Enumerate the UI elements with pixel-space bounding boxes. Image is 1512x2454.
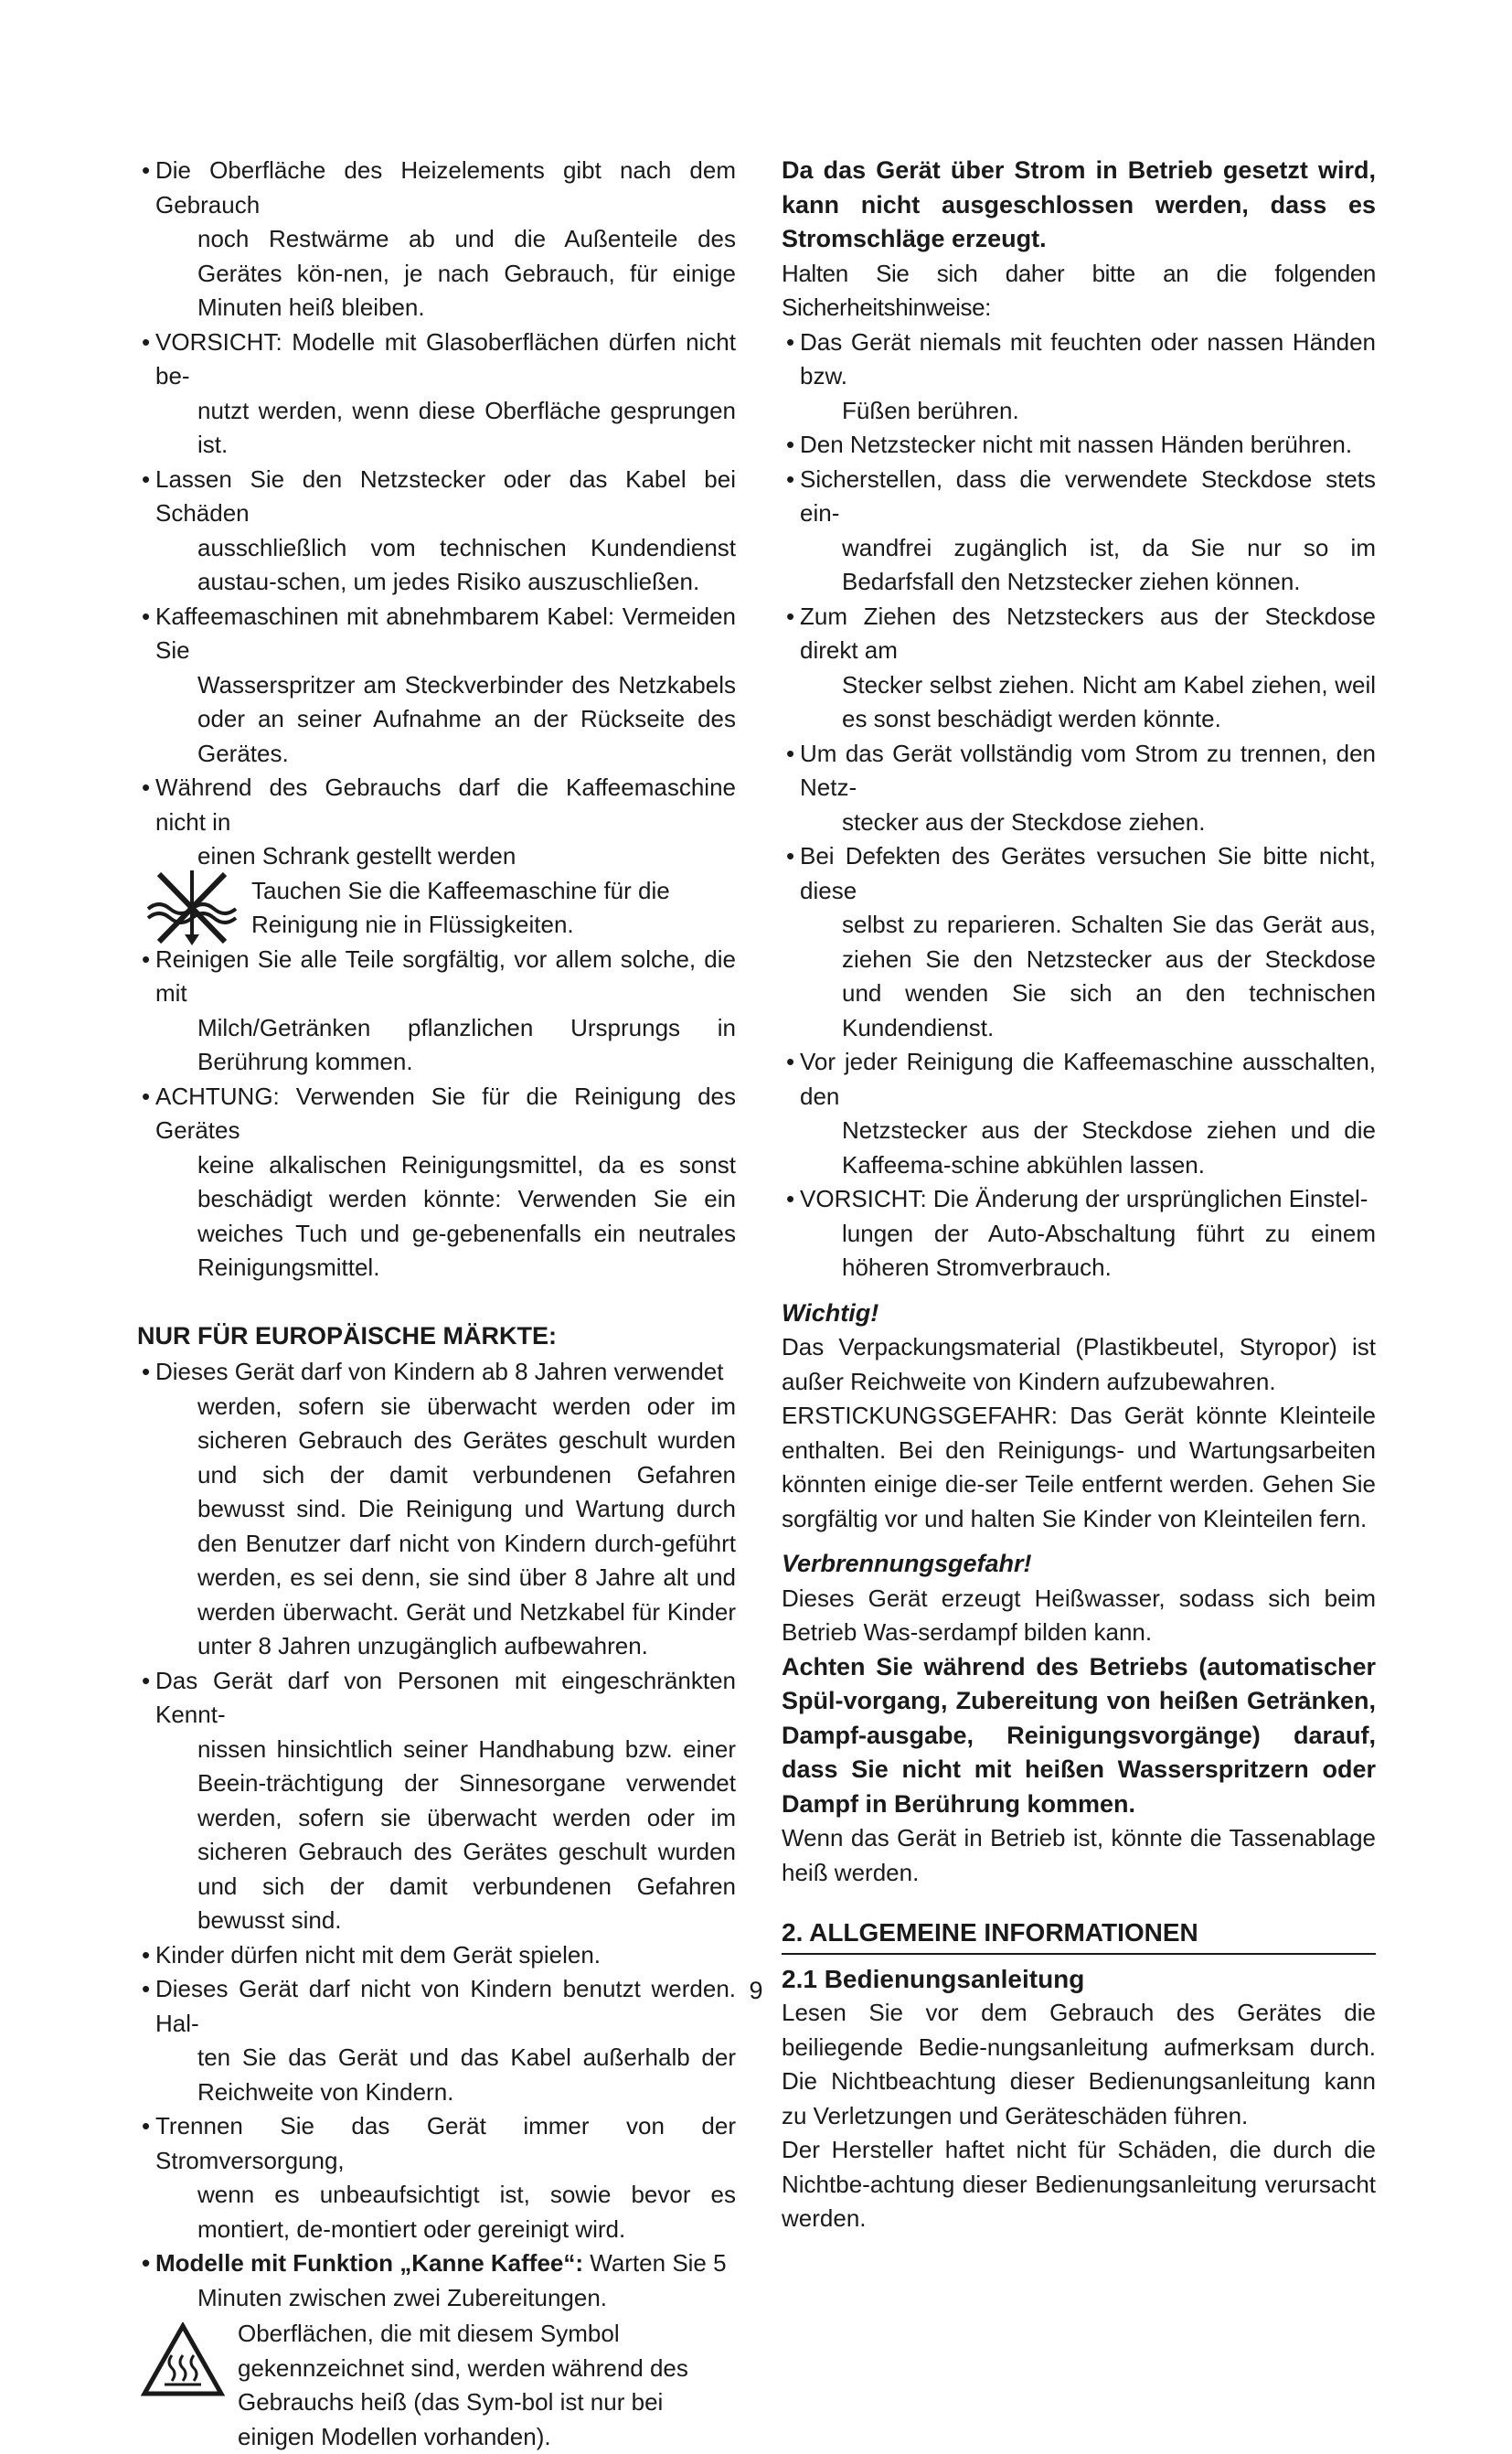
list-item: • Vor jeder Reinigung die Kaffeemaschine ausschalten, den Netzstecker aus der Steckdose ziehen und die Kaffeema-schine abkühlen lassen.: [786, 1048, 1376, 1179]
electric-intro: Halten Sie sich daher bitte an die folgenden Sicherheitshinweise:: [782, 259, 1376, 321]
wichtig-paragraph-2: ERSTICKUNGSGEFAHR: Das Gerät könnte Kleinteile enthalten. Bei den Reinigungs- und Wartungsarbeiten könnten einige die-ser Teile entfernt werden. Gehen Sie sorgfältig vor und halten Sie Kinder von Kleinteilen fern.: [782, 1402, 1376, 1532]
list-item: • Kinder dürfen nicht mit dem Gerät spielen.: [142, 1940, 602, 1969]
list-item: • Das Gerät darf von Personen mit eingeschränkten Kennt- nissen hinsichtlich seiner Handhabung bzw. einer Beein-trächtigung der Sinnesorgane verwendet werden, sofern sie überwacht werden oder im sicheren Gebrauch des Gerätes geschult wurden und sich der damit verbundenen Gefahren bewusst sind.: [142, 1666, 736, 1934]
right-column: [782, 154, 1376, 2236]
list-item: • Um das Gerät vollständig vom Strom zu trennen, den Netz- stecker aus der Steckdose ziehen.: [786, 739, 1376, 836]
list-item: • Kaffeemaschinen mit abnehmbarem Kabel: Vermeiden Sie Wasserspritzer am Steckverbinder des Netzkabels oder an seiner Aufnahme an der Rückseite des Gerätes.: [142, 602, 736, 767]
list-item: • ACHTUNG: Verwenden Sie für die Reinigung des Gerätes keine alkalischen Reinigungsmittel, da es sonst beschädigt werden könnte: Verwenden Sie ein weiches Tuch und ge-gebenenfalls ein neutrales Reinigungsmittel.: [142, 1082, 736, 1281]
list-item: • VORSICHT: Modelle mit Glasoberflächen dürfen nicht be- nutzt werden, wenn diese Oberfläche gesprungen ist.: [142, 327, 736, 458]
electric-heading: Da das Gerät über Strom in Betrieb gesetzt wird, kann nicht ausgeschlossen werden, dass es Stromschläge erzeugt.: [782, 156, 1376, 252]
eu-list: [137, 1355, 736, 2315]
list-item: • Dieses Gerät darf nicht von Kindern benutzt werden. Hal- ten Sie das Gerät und das Kabel außerhalb der Reichweite von Kindern.: [142, 1975, 736, 2106]
list-item-kanne: • Modelle mit Funktion „Kanne Kaffee“: Warten Sie 5 Minuten zwischen zwei Zubereitungen.: [142, 2249, 727, 2311]
hot-surface-warning-icon: [141, 2322, 225, 2407]
left-column: [137, 154, 736, 2454]
section-subtitle: 2.1 Bedienungsanleitung: [782, 1964, 1085, 1993]
wichtig-paragraph-1: Das Verpackungsmaterial (Plastikbeutel, Styropor) ist außer Reichweite von Kindern aufzubewahren.: [782, 1333, 1376, 1395]
list-item: • Während des Gebrauchs darf die Kaffeemaschine nicht in einen Schrank gestellt werden: [142, 774, 736, 870]
no-immerse-icon: [141, 863, 243, 955]
hot-surface-note: Oberflächen, die mit diesem Symbol gekennzeichnet sind, werden während des Gebrauchs heiß (das Sym-bol ist nur bei einigen Modellen vorhanden).: [137, 2317, 736, 2454]
list-item: • Trennen Sie das Gerät immer von der Stromversorgung, wenn es unbeaufsichtigt ist, sowie bevor es montiert, de-montiert oder gereinigt wird.: [142, 2112, 736, 2243]
list-item: • Reinigen Sie alle Teile sorgfältig, vor allem solche, die mit Milch/Getränken pflanzlichen Ursprungs in Berührung kommen.: [142, 944, 736, 1075]
list-item: • Dieses Gerät darf von Kindern ab 8 Jahren verwendet werden, sofern sie überwacht werden oder im sicheren Gebrauch des Gerätes geschult wurden und sich der damit verbundenen Gefahren bewusst sind. Die Reinigung und Wartung durch den Benutzer darf nicht von Kindern durch-geführt werden, es sei denn, sie sind über 8 Jahre alt und werden überwacht. Gerät und Netzkabel für Kinder unter 8 Jahren unzugänglich aufbewahren.: [142, 1358, 736, 1659]
section-title: 2. ALLGEMEINE INFORMATIONEN: [782, 1915, 1376, 1955]
section-paragraph-2: Der Hersteller haftet nicht für Schäden, die durch die Nichtbe-achtung dieser Bedienungsanleitung verursacht werden.: [782, 2136, 1376, 2232]
list-item: • Den Netzstecker nicht mit nassen Händen berühren.: [786, 431, 1353, 458]
burn-heading: Verbrennungsgefahr!: [782, 1550, 1032, 1577]
burn-paragraph-1: Dieses Gerät erzeugt Heißwasser, sodass sich beim Betrieb Was-serdampf bilden kann.: [782, 1584, 1376, 1646]
section-paragraph-1: Lesen Sie vor dem Gebrauch des Gerätes die beiliegende Bedie-nungsanleitung aufmerksam durch. Die Nichtbeachtung dieser Bedienungsanleitung kann zu Verletzungen und Geräteschäden führen.: [782, 1999, 1376, 2129]
bullet-list-b: [137, 943, 736, 1286]
list-item: • Die Oberfläche des Heizelements gibt nach dem Gebrauch noch Restwärme ab und die Außenteile des Gerätes kön-nen, je nach Gebrauch, für einige Minuten heiß bleiben.: [142, 156, 736, 321]
list-item: • Zum Ziehen des Netzsteckers aus der Steckdose direkt am Stecker selbst ziehen. Nicht am Kabel ziehen, weil es sonst beschädigt werden könnte.: [786, 602, 1376, 732]
burn-warning-bold: Achten Sie während des Betriebs (automatischer Spül-vorgang, Zubereitung von heißen Getränken, Dampf-ausgabe, Reinigungsvorgänge) darauf, dass Sie nicht mit heißen Wasserspritzern oder Dampf in Berührung kommen.: [782, 1652, 1376, 1818]
bullet-list-a: [137, 154, 736, 874]
no-immerse-note: Tauchen Sie die Kaffeemaschine für die Reinigung nie in Flüssigkeiten.: [137, 874, 736, 943]
list-item: • Bei Defekten des Gerätes versuchen Sie bitte nicht, diese selbst zu reparieren. Schalten Sie das Gerät aus, ziehen Sie den Netzstecker aus der Steckdose und wenden Sie sich an den technischen Kundendienst.: [786, 842, 1376, 1041]
page-number: 9: [749, 1977, 763, 2004]
list-item: • Das Gerät niemals mit feuchten oder nassen Händen bzw. Füßen berühren.: [786, 327, 1376, 424]
list-item: • VORSICHT: Die Änderung der ursprünglichen Einstel- lungen der Auto-Abschaltung führt zu einem höheren Stromverbrauch.: [786, 1185, 1376, 1281]
list-item: • Sicherstellen, dass die verwendete Steckdose stets ein- wandfrei zugänglich ist, da Sie nur so im Bedarfsfall den Netzstecker ziehen können.: [786, 464, 1376, 595]
list-item: • Lassen Sie den Netzstecker oder das Kabel bei Schäden ausschließlich vom technischen Kundendienst austau-schen, um jedes Risiko auszuschließen.: [142, 464, 736, 595]
electric-list: [782, 325, 1376, 1286]
burn-paragraph-2: Wenn das Gerät in Betrieb ist, könnte die Tassenablage heiß werden.: [782, 1824, 1376, 1886]
wichtig-heading: Wichtig!: [782, 1298, 879, 1327]
eu-heading: NUR FÜR EUROPÄISCHE MÄRKTE:: [137, 1321, 557, 1350]
